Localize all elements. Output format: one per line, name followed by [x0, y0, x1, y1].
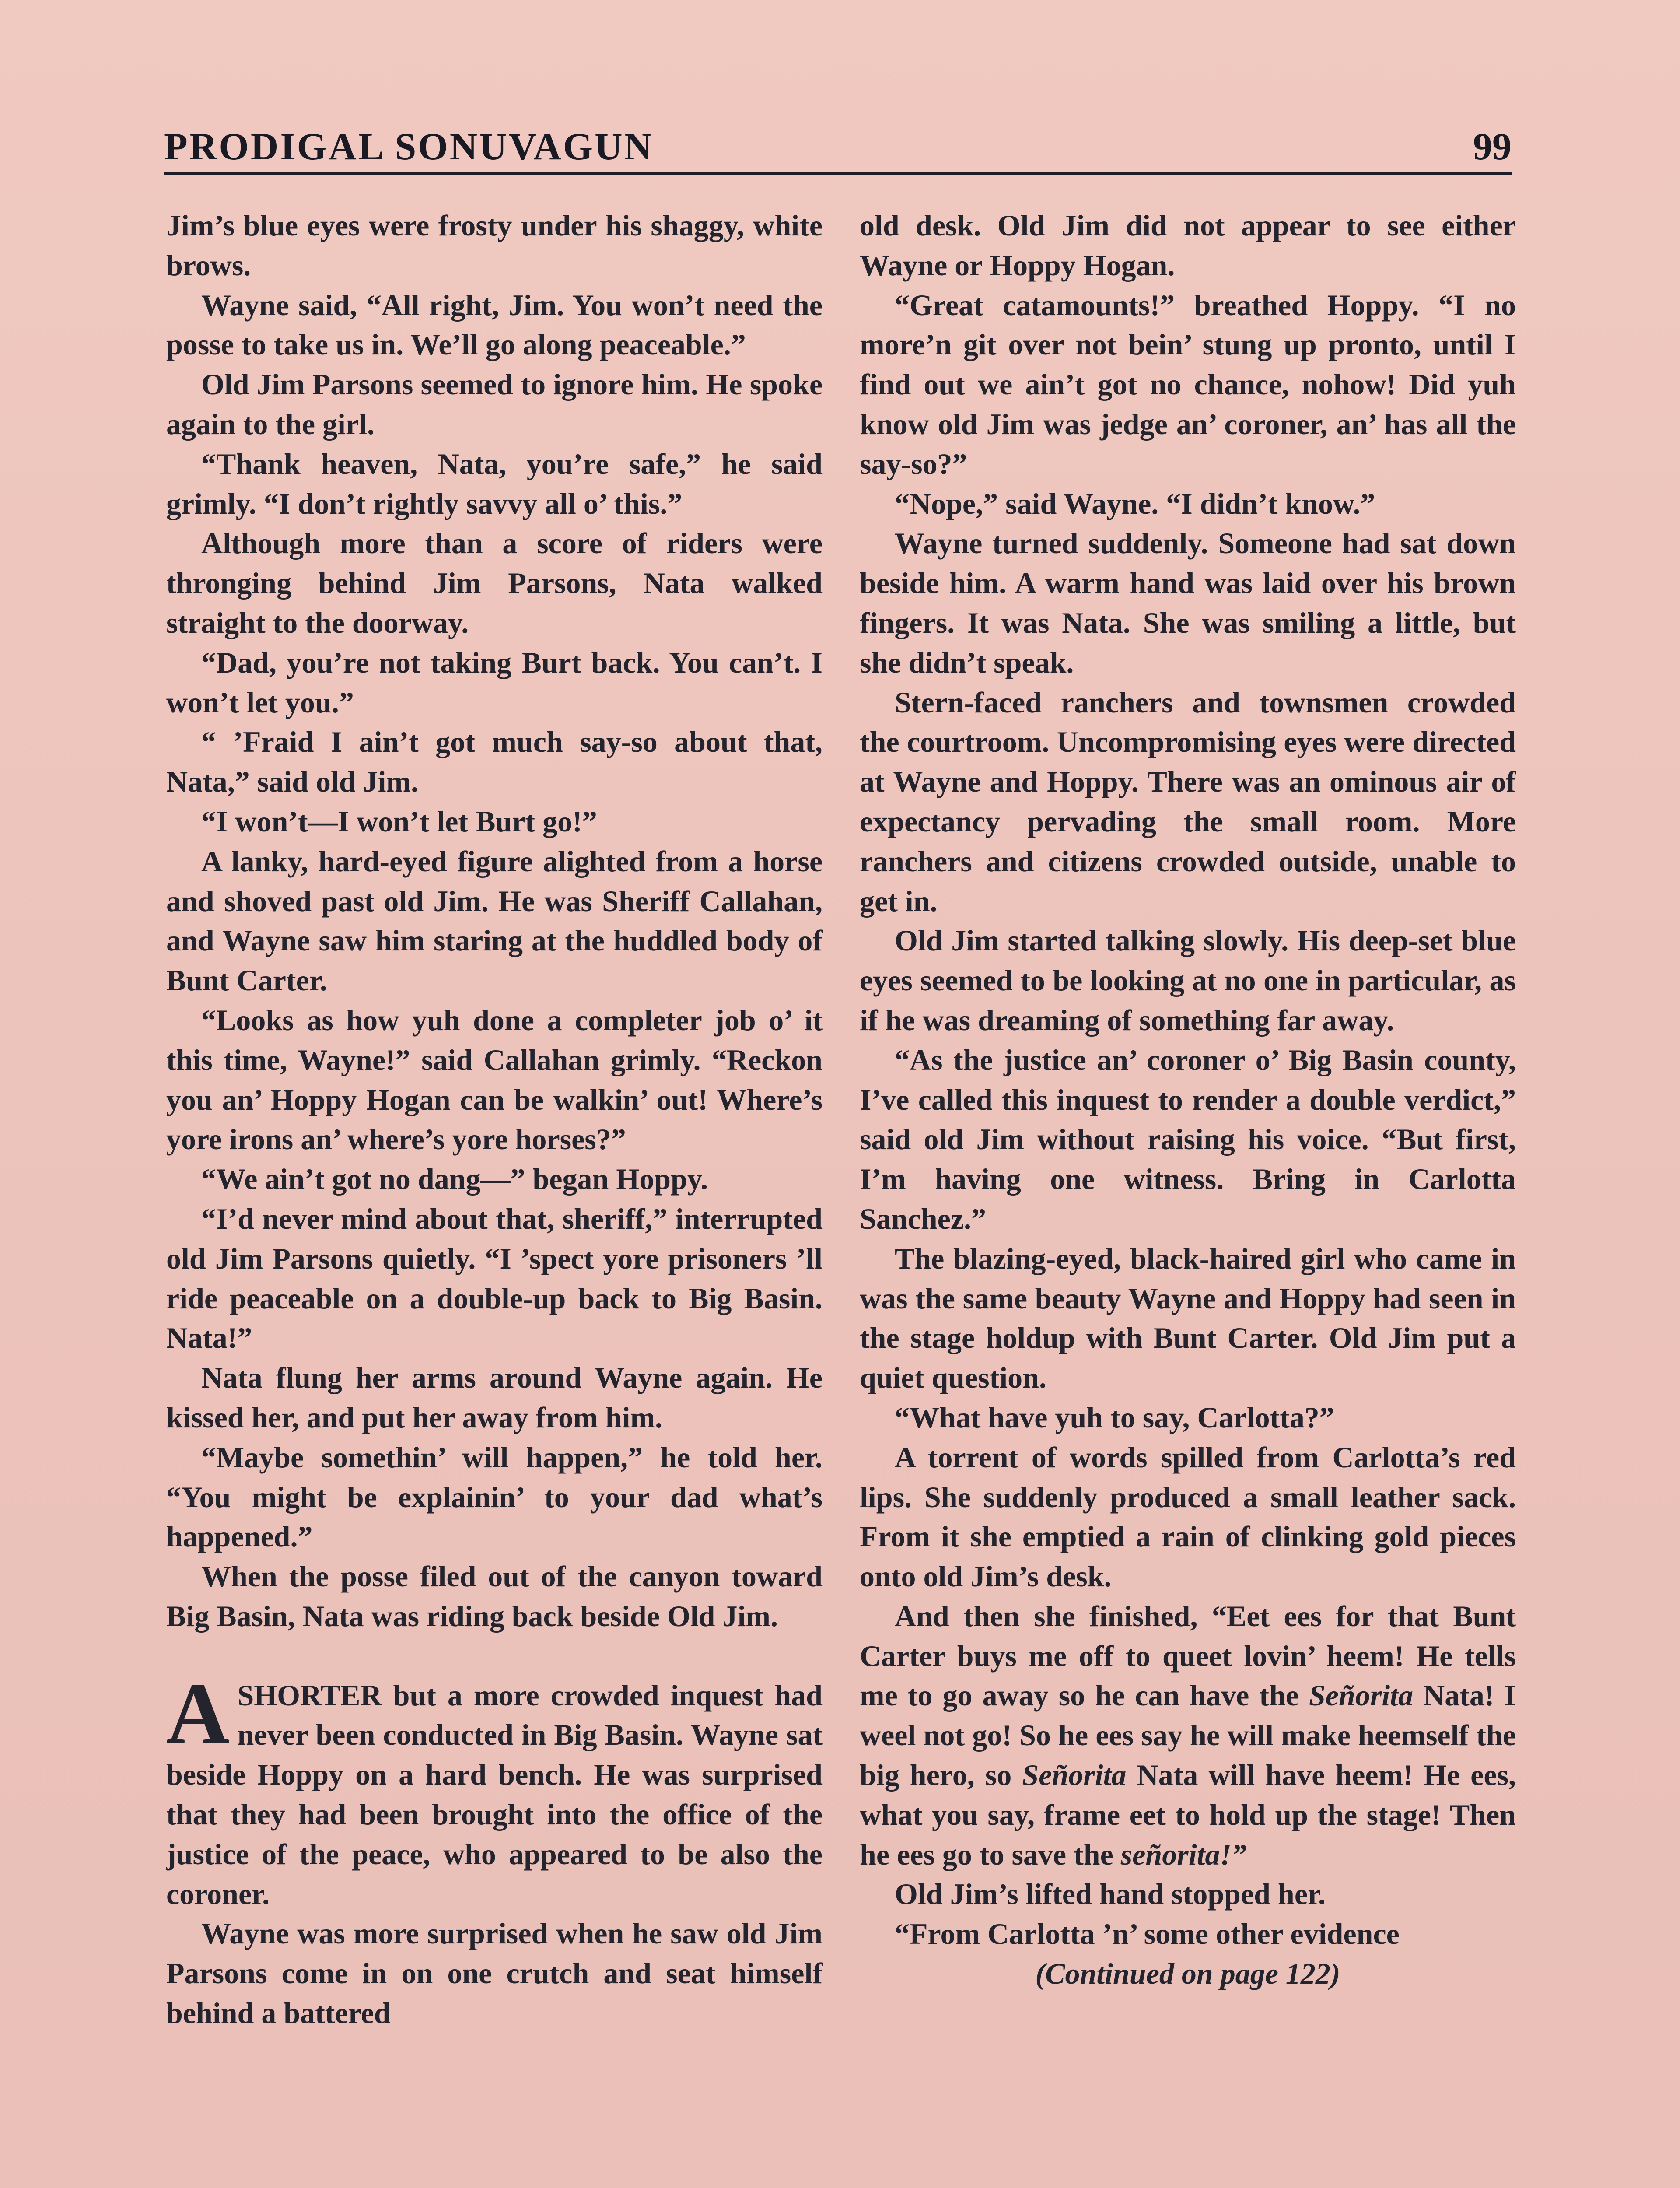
- paragraph: Old Jim started talking slowly. His deep-set blue eyes seemed to be looking at no one in particular, as if he was dreaming of something far away.: [860, 924, 1516, 1037]
- paragraph: Old Jim’s lifted hand stopped her.: [895, 1877, 1326, 1911]
- paragraph: “Thank heaven, Nata, you’re safe,” he said grimly. “I don’t rightly savvy all o’ this.”: [166, 447, 822, 520]
- lead-word: SHORTER: [237, 1678, 382, 1712]
- paragraph: Wayne said, “All right, Jim. You won’t need the posse to take us in. We’ll go along peaceable.”: [166, 288, 822, 361]
- paragraph: “Maybe somethin’ will happen,” he told her. “You might be explainin’ to your dad what’s happened.”: [166, 1440, 822, 1553]
- italic-text: Señorita: [1022, 1758, 1127, 1792]
- paragraph: “I’d never mind about that, sheriff,” interrupted old Jim Parsons quietly. “I ’spect yore prisoners ’ll ride peaceable on a double-up back to Big Basin. Nata!”: [166, 1202, 822, 1355]
- paragraph: “Nope,” said Wayne. “I didn’t know.”: [895, 487, 1376, 520]
- paragraph: Stern-faced ranchers and townsmen crowded the courtroom. Uncompromising eyes were directed at Wayne and Hoppy. There was an ominous air of expectancy pervading the small room. More ranchers and citizens crowded outside, unable to get in.: [860, 685, 1516, 918]
- paragraph: A lanky, hard-eyed figure alighted from a horse and shoved past old Jim. He was Sheriff Callahan, and Wayne saw him staring at the huddled body of Bunt Carter.: [166, 844, 822, 997]
- paragraph: Old Jim Parsons seemed to ignore him. He spoke again to the girl.: [166, 368, 822, 441]
- paragraph: “We ain’t got no dang—” began Hoppy.: [201, 1162, 708, 1196]
- running-title: PRODIGAL SONUVAGUN: [164, 126, 654, 168]
- paragraph: “Dad, you’re not taking Burt back. You can’t. I won’t let you.”: [166, 645, 822, 719]
- paragraph: old desk. Old Jim did not appear to see either Wayne or Hoppy Hogan.: [860, 209, 1516, 282]
- paragraph: Although more than a score of riders were thronging behind Jim Parsons, Nata walked straight to the doorway.: [166, 526, 822, 639]
- paragraph: Nata flung her arms around Wayne again. He kissed her, and put her away from him.: [166, 1361, 822, 1434]
- paragraph: “ ’Fraid I ain’t got much say-so about that, Nata,” said old Jim.: [166, 725, 822, 799]
- drop-cap: A: [166, 1665, 230, 1762]
- carlotta-paragraph: [860, 1596, 1516, 1875]
- section-opening-paragraph: [166, 1665, 822, 1914]
- paragraph-text: but a more crowded inquest had never been conducted in Big Basin. Wayne sat beside Hoppy on a hard bench. He was surprised that they had been brought into the office of the justice of the peace, who appeared to be also the coroner.: [166, 1678, 822, 1911]
- text-run: And then she finished, “Eet ees for that Bunt Carter buys me off to queet lovin’ heem! He tells me to go away so he can have the: [860, 1599, 1516, 1712]
- paragraph: “I won’t—I won’t let Burt go!”: [201, 804, 597, 838]
- paragraph: The blazing-eyed, black-haired girl who came in was the same beauty Wayne and Hoppy had seen in the stage holdup with Bunt Carter. Old Jim put a quiet question.: [860, 1241, 1516, 1395]
- paragraph: “As the justice an’ coroner o’ Big Basin county, I’ve called this inquest to render a double verdict,” said old Jim without raising his voice. “But first, I’m having one witness. Bring in Carlotta Sanchez.”: [860, 1043, 1516, 1235]
- italic-text: señorita!”: [1120, 1837, 1246, 1871]
- right-column: [860, 206, 1516, 1994]
- text-run: Nata will have heem! He ees, what you say, frame eet to hold up the stage! Then he ees go to save the: [860, 1758, 1516, 1871]
- paragraph: Wayne was more surprised when he saw old Jim Parsons come in on one crutch and seat himself behind a battered: [166, 1917, 822, 2030]
- paragraph: “What have yuh to say, Carlotta?”: [895, 1400, 1334, 1434]
- paragraph: “Looks as how yuh done a completer job o’ it this time, Wayne!” said Callahan grimly. “Reckon you an’ Hoppy Hogan can be walkin’ out! Where’s yore irons an’ where’s yore horses?”: [166, 1003, 822, 1156]
- paragraph: A torrent of words spilled from Carlotta’s red lips. She suddenly produced a small leather sack. From it she emptied a rain of clinking gold pieces onto old Jim’s desk.: [860, 1440, 1516, 1593]
- paragraph: Jim’s blue eyes were frosty under his shaggy, white brows.: [166, 209, 822, 282]
- page-header: [164, 120, 1512, 173]
- paragraph: When the posse filed out of the canyon toward Big Basin, Nata was riding back beside Old Jim.: [166, 1560, 822, 1633]
- text-run: Nata! I weel not go! So he ees say he will make heemself the big hero, so: [860, 1679, 1516, 1792]
- header-rule: [164, 172, 1512, 175]
- italic-text: Señorita: [1309, 1679, 1414, 1712]
- continued-note: (Continued on page 122): [1035, 1957, 1340, 1991]
- page-number: 99: [1473, 126, 1512, 168]
- paragraph: “From Carlotta ’n’ some other evidence: [895, 1917, 1400, 1951]
- paragraph: “Great catamounts!” breathed Hoppy. “I no more’n git over not bein’ stung up pronto, until I find out we ain’t got no chance, nohow! Did yuh know old Jim was jedge an’ coroner, an’ has all the say-so?”: [860, 288, 1516, 480]
- left-column: [166, 206, 822, 2033]
- paragraph: Wayne turned suddenly. Someone had sat down beside him. A warm hand was laid over his brown fingers. It was Nata. She was smiling a little, but she didn’t speak.: [860, 526, 1516, 679]
